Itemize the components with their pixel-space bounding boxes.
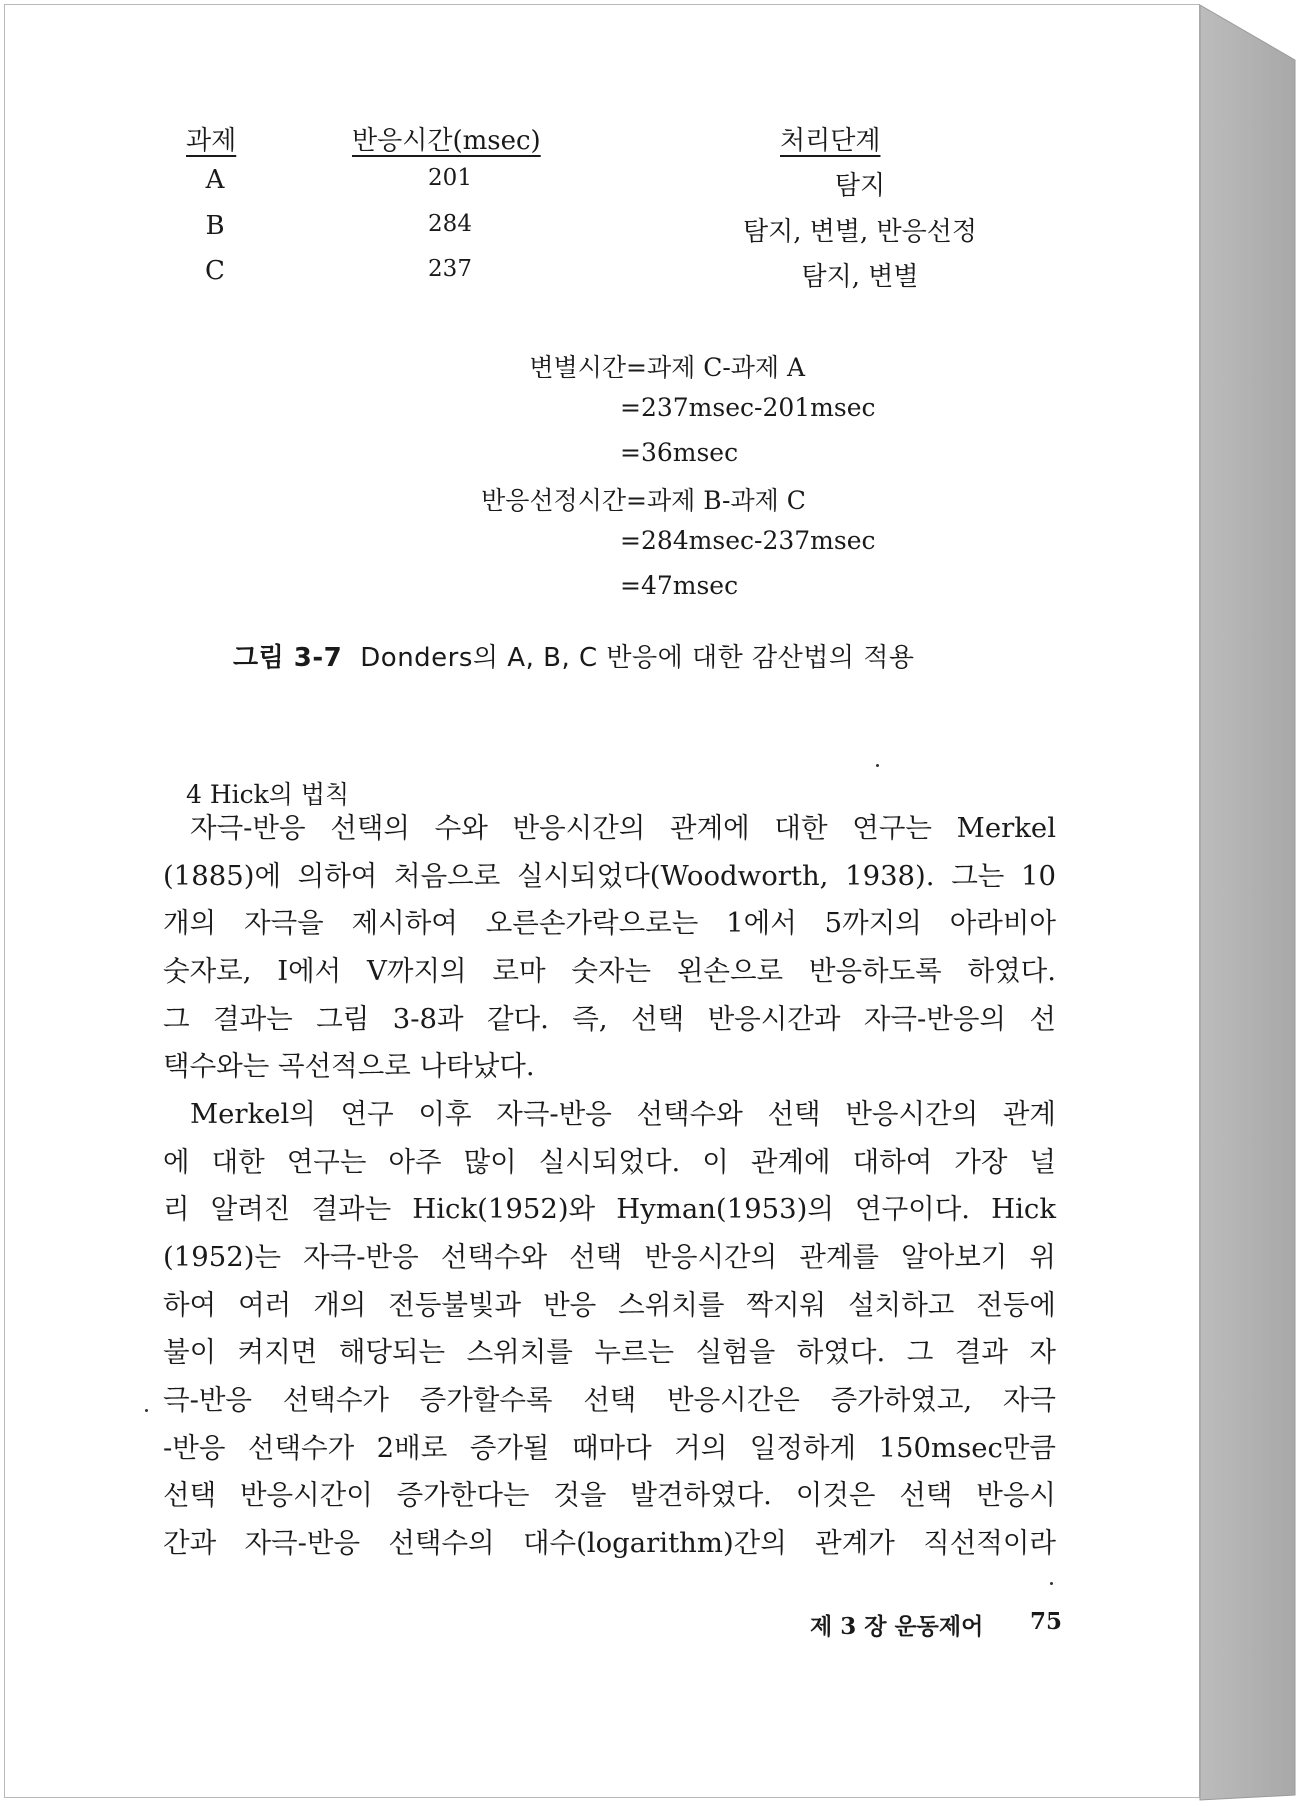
paragraph-line: 선택 반응시간이 증가한다는 것을 발견하였다. 이것은 선택 반응시 (163, 1479, 1056, 1511)
page-number: 75 (1030, 1608, 1063, 1635)
scan-speck (1050, 1582, 1053, 1585)
row-a-task: A (205, 165, 225, 195)
figure-caption (233, 637, 914, 674)
paragraph-line: 불이 켜지면 해당되는 스위치를 누르는 실험을 하였다. 그 결과 자 (163, 1336, 1056, 1368)
row-c-task: C (205, 256, 225, 286)
equation-expression: =237msec-201msec (620, 393, 876, 422)
row-b-step: 탐지, 변별, 반응선정 (743, 217, 977, 247)
section-title: 4 Hick의 법칙 (186, 780, 350, 809)
paragraph-line: 자극-반응 선택의 수와 반응시간의 관계에 대한 연구는 Merkel (190, 812, 1056, 844)
header-processing-step: 처리단계 (780, 126, 881, 156)
paragraph-line: 리 알려진 결과는 Hick(1952)와 Hyman(1953)의 연구이다. Hick (163, 1193, 1056, 1225)
equation-expression: =284msec-237msec (620, 526, 876, 555)
paragraph-line: 그 결과는 그림 3-8과 같다. 즉, 선택 반응시간과 자극-반응의 선 (163, 1003, 1056, 1035)
row-c-step: 탐지, 변별 (801, 262, 919, 292)
equation-label: 변별시간 (529, 353, 626, 382)
header-reaction-time: 반응시간(msec) (352, 126, 541, 156)
chapter-footer: 제 3 장 운동제어 (810, 1613, 984, 1640)
figure-number: 그림 3-7 (233, 643, 343, 673)
scan-speck (876, 764, 879, 767)
paragraph-line: 극-반응 선택수가 증가할수록 선택 반응시간은 증가하였고, 자극 (163, 1384, 1056, 1416)
paragraph-line: (1952)는 자극-반응 선택수와 선택 반응시간의 관계를 알아보기 위 (163, 1241, 1056, 1273)
row-a-step: 탐지 (834, 171, 886, 201)
row-c-time: 237 (428, 256, 472, 282)
paragraph-line: 개의 자극을 제시하여 오른손가락으로는 1에서 5까지의 아라비아 (163, 907, 1056, 939)
paragraph-line: 숫자로, I에서 V까지의 로마 숫자는 왼손으로 반응하도록 하였다. (163, 955, 1056, 987)
scan-speck (145, 1409, 148, 1412)
paragraph-line: 간과 자극-반응 선택수의 대수(logarithm)간의 관계가 직선적이라 (163, 1527, 1056, 1559)
row-b-time: 284 (428, 211, 472, 237)
paragraph-line: Merkel의 연구 이후 자극-반응 선택수와 선택 반응시간의 관계 (190, 1098, 1056, 1130)
equation-expression: =47msec (620, 571, 739, 600)
paragraph-line: 택수와는 곡선적으로 나타났다. (163, 1050, 535, 1082)
equation-expression: =과제 C-과제 A (626, 353, 806, 382)
row-b-task: B (205, 211, 225, 241)
equation-expression: =과제 B-과제 C (626, 486, 806, 515)
paragraph-line: 에 대한 연구는 아주 많이 실시되었다. 이 관계에 대하여 가장 널 (163, 1146, 1056, 1178)
row-a-time: 201 (428, 165, 472, 191)
header-task: 과제 (186, 126, 237, 156)
paragraph-line: 하여 여러 개의 전등불빛과 반응 스위치를 짝지워 설치하고 전등에 (163, 1289, 1056, 1321)
paragraph-line: -반응 선택수가 2배로 증가될 때마다 거의 일정하게 150msec만큼 (163, 1432, 1056, 1464)
figure-caption-text: Donders의 A, B, C 반응에 대한 감산법의 적용 (360, 643, 915, 673)
equation-expression: =36msec (620, 438, 739, 467)
equation-label: 반응선정시간 (481, 486, 626, 515)
paragraph-line: (1885)에 의하여 처음으로 실시되었다(Woodworth, 1938). 그는 10 (163, 860, 1056, 892)
